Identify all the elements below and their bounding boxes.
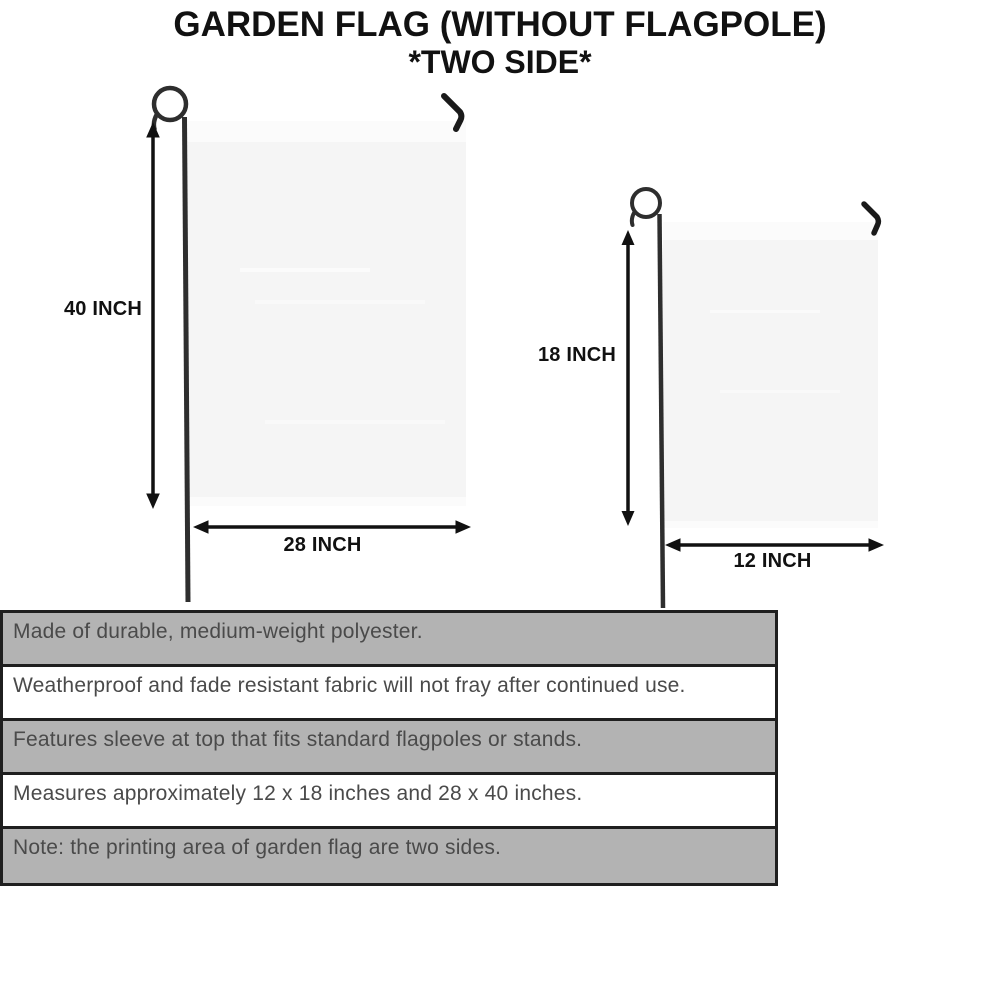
fabric-wrinkle [240, 268, 370, 272]
feature-row-material: Made of durable, medium-weight polyester. [3, 613, 775, 667]
fabric-wrinkle [720, 390, 840, 393]
arrow-head-down-icon [146, 494, 160, 510]
small-flag-body [663, 222, 878, 528]
feature-row-measures: Measures approximately 12 x 18 inches and 28 x 40 inches. [3, 775, 775, 829]
small-flag-group [622, 189, 885, 608]
large-flag-sleeve [188, 121, 466, 142]
large-flag-bottom-hem [188, 497, 466, 506]
large-flag-body [188, 121, 466, 506]
small-flagpole [660, 214, 664, 608]
small-pole-loop-tail [632, 212, 635, 225]
feature-row-weatherproof: Weatherproof and fade resistant fabric will not fray after continued use. [3, 667, 775, 721]
large-width-label: 28 INCH [283, 534, 362, 556]
arrow-head-down-icon [622, 511, 635, 526]
feature-row-note: Note: the printing area of garden flag are two sides. [3, 829, 775, 883]
large-flag-group [146, 88, 471, 602]
fabric-wrinkle [265, 420, 445, 424]
small-width-label: 12 INCH [733, 550, 812, 572]
page-subtitle: *TWO SIDE* [408, 44, 592, 81]
arrow-head-up-icon [622, 230, 635, 245]
small-flag-bottom-hem [663, 521, 878, 528]
arrow-head-left-icon [193, 520, 209, 534]
arrow-head-left-icon [665, 538, 681, 552]
arrow-head-up-icon [146, 122, 160, 138]
small-height-label: 18 INCH [537, 344, 617, 366]
page-title: GARDEN FLAG (WITHOUT FLAGPOLE) [173, 5, 827, 44]
fabric-wrinkle [710, 310, 820, 313]
small-flag-sleeve [663, 222, 878, 240]
feature-row-sleeve: Features sleeve at top that fits standard flagpoles or stands. [3, 721, 775, 775]
fabric-wrinkle [255, 300, 425, 304]
arrow-head-right-icon [869, 538, 885, 552]
arrow-head-right-icon [456, 520, 472, 534]
large-flagpole [185, 117, 189, 602]
feature-table [0, 610, 778, 886]
large-height-label: 40 INCH [63, 298, 143, 320]
